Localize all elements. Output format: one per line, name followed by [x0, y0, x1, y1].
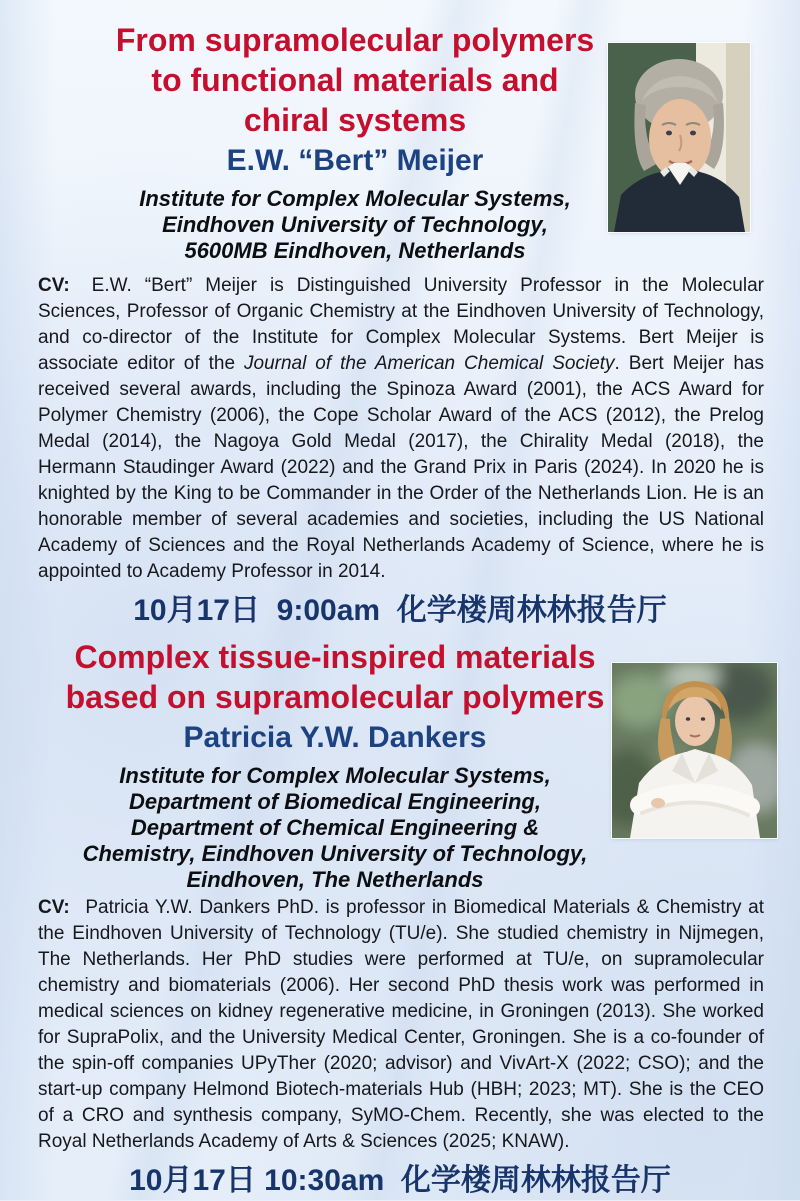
- talk2-speaker-name: Patricia Y.W. Dankers: [183, 721, 487, 754]
- talk2-title-line2: based on supramolecular polymers: [65, 679, 605, 715]
- talk1-title-line3: chiral systems: [243, 102, 467, 138]
- talk2-cv-text: Patricia Y.W. Dankers PhD. is professor in Biomedical Materials & Chemistry at the Eindhoven University of Technology (TU/e). She studied chemistry in Nijmegen, The Netherlands. Her PhD studies were performed at TU/e, on supramolecular chemistry and biomaterials (2006). Her second PhD thesis work was performed in medical sciences on kidney regenerative medicine, in Groningen (2013). She worked for SupraPolix, and the University Medical Center, Groningen. She is a co-founder of the spin-off companies UPyTher (2020; advisor) and VivArt-X (2022; CSO); and the start-up company Helmond Biotech-materials Hub (HBH; 2023; MT). She is the CEO of a CRO and synthesis company, SyMO-Chem. Recently, she was elected to the Royal Netherlands Academy of Arts & Sciences (2025; KNAW).: [38, 897, 764, 1152]
- talk1-cv-paragraph: [38, 273, 764, 585]
- speaker-photo-dankers: [612, 663, 777, 838]
- talk1-affiliation-line2: Eindhoven University of Technology,: [162, 212, 548, 237]
- talk2-cv-paragraph: [38, 895, 764, 1155]
- talk1-cv-journal-italic: Journal of the American Chemical Society: [244, 353, 615, 374]
- talk1-title-line2: to functional materials and: [151, 62, 559, 98]
- talk2-cv-label: CV:: [38, 897, 70, 918]
- talk1-title: [0, 20, 710, 140]
- talk2-header: [0, 637, 670, 893]
- talk2-affiliation: [0, 763, 670, 893]
- talk2-affiliation-line2: Department of Biomedical Engineering,: [129, 789, 541, 814]
- talk1-affiliation-line3: 5600MB Eindhoven, Netherlands: [184, 238, 526, 263]
- talk1-affiliation-line1: Institute for Complex Molecular Systems,: [139, 186, 571, 211]
- talk2-schedule: 10月17日 10:30am 化学楼周林林报告厅: [129, 1164, 671, 1197]
- talk1-cv-text-before: E.W. “Bert” Meijer is Distinguished University Professor in the Molecular Sciences, Professor of Organic Chemistry at the Eindhoven University of Technology, and co-director of the Institute for Complex Molecular Systems. Bert Meijer is associate editor of the: [38, 275, 764, 374]
- talk1-cv-label: CV:: [38, 275, 70, 296]
- talk1-speaker-name: E.W. “Bert” Meijer: [226, 144, 484, 177]
- talk2-title: [0, 637, 670, 717]
- talk1-affiliation: [0, 186, 710, 264]
- talk2-affiliation-line4: Chemistry, Eindhoven University of Technology,: [82, 841, 588, 866]
- talk2-affiliation-line1: Institute for Complex Molecular Systems,: [119, 763, 551, 788]
- meijer-portrait-illustration: [608, 43, 750, 232]
- talk1-title-line1: From supramolecular polymers: [115, 22, 595, 58]
- talk1-header: [0, 0, 710, 264]
- talk2-affiliation-line3: Department of Chemical Engineering &: [130, 815, 540, 840]
- speaker-photo-meijer: [608, 43, 750, 232]
- dankers-portrait-illustration: [612, 663, 777, 838]
- talk2-affiliation-line5: Eindhoven, The Netherlands: [186, 867, 484, 892]
- talk2-title-line1: Complex tissue-inspired materials: [74, 639, 596, 675]
- talk1-cv-text-after: . Bert Meijer has received several awards, including the Spinoza Award (2001), the ACS Award for Polymer Chemistry (2006), the Cope Scholar Award of the ACS (2012), the Prelog Medal (2014), the Nagoya Gold Medal (2017), the Chirality Medal (2018), the Hermann Staudinger Award (2022) and the Grand Prix in Paris (2024). In 2020 he is knighted by the King to be Commander in the Order of the Netherlands Lion. He is an honorable member of several academies and societies, including the US National Academy of Sciences and the Royal Netherlands Academy of Science, where he is appointed to Academy Professor in 2014.: [38, 353, 764, 582]
- talk1-schedule: 10月17日 9:00am 化学楼周林林报告厅: [133, 594, 667, 627]
